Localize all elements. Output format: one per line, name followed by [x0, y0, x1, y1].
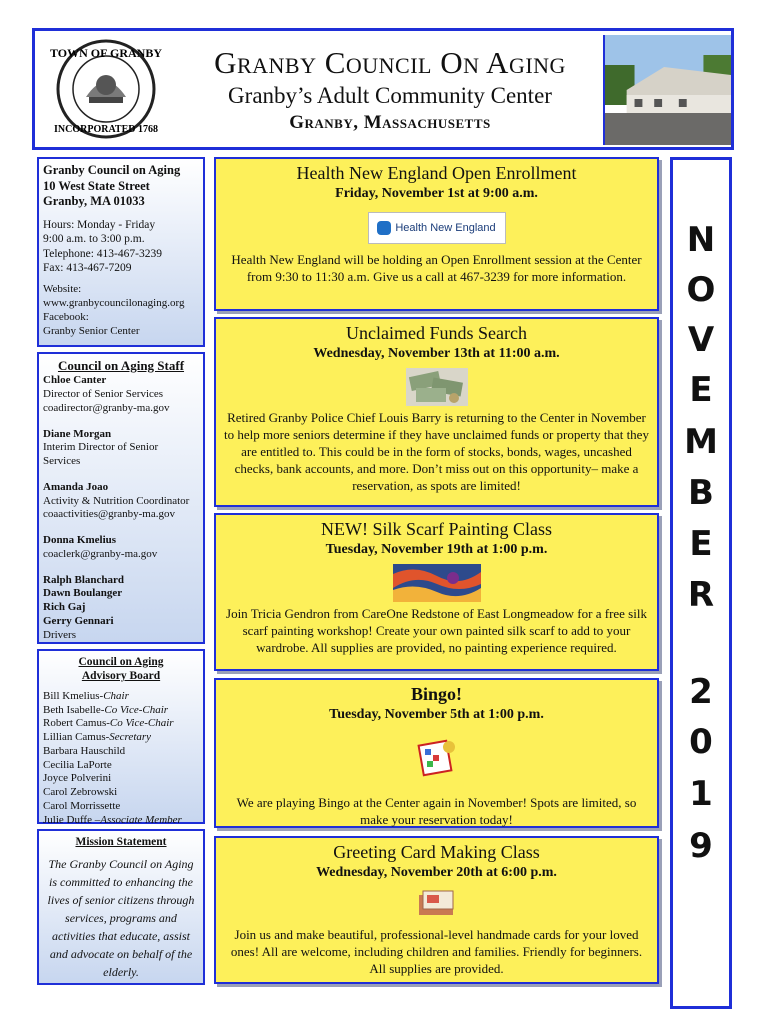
event-silk-scarf — [214, 513, 659, 671]
month-letter: O — [686, 270, 716, 310]
driver-name: Dawn Boulanger — [43, 587, 123, 600]
year-digit: 9 — [689, 826, 713, 866]
hours-label: Hours: Monday - Friday — [43, 218, 156, 231]
newsletter-title: Granby Council On Aging — [214, 45, 566, 80]
board-member-list — [43, 690, 199, 828]
staff-role: Interim Director of Senior — [43, 441, 159, 454]
board-member: Lillian Camus-Secretary — [43, 731, 152, 743]
board-heading-2: Advisory Board — [81, 670, 161, 683]
month-letter: E — [689, 370, 713, 410]
event-date: Wednesday, November 20th at 6:00 p.m. — [316, 865, 557, 880]
board-member: Carol Zebrowski — [43, 786, 118, 798]
event-title: NEW! Silk Scarf Painting Class — [321, 519, 552, 539]
mission-panel — [37, 829, 205, 985]
month-letter: R — [687, 575, 715, 615]
year-digit: 0 — [689, 722, 713, 762]
board-member: Robert Camus-Co Vice-Chair — [43, 717, 174, 730]
org-street: 10 West State Street — [43, 178, 150, 193]
mission-heading: Mission Statement — [75, 836, 167, 848]
board-member: Bill Kmelius-Chair — [43, 689, 129, 702]
event-description: Join Tricia Gendron from CareOne Redstone of East Longmeadow for a free silk scarf painting workshop! Create your own painted silk scarf to add to your wardrobe. All supplies are provided, no painting experience required. — [226, 606, 647, 655]
website-label: Website: — [43, 283, 82, 296]
town-seal-logo — [41, 37, 171, 141]
driver-name: Gerry Gennari — [43, 614, 114, 627]
event-title: Health New England Open Enrollment — [296, 163, 577, 183]
staff-email: coaclerk@granby-ma.gov — [43, 547, 158, 560]
newsletter-location: Granby, Massachusetts — [289, 112, 491, 133]
org-name: Granby Council on Aging — [43, 163, 181, 177]
event-date: Friday, November 1st at 9:00 a.m. — [335, 186, 538, 201]
newsletter-subtitle: Granby’s Adult Community Center — [228, 83, 552, 108]
event-title: Bingo! — [410, 684, 462, 704]
contact-panel — [37, 157, 205, 347]
staff-role: Director of Senior Services — [43, 388, 164, 400]
month-letter: M — [684, 422, 718, 462]
board-member: Barbara Hauschild — [43, 744, 126, 757]
hours-time: 9:00 a.m. to 3:00 p.m. — [43, 233, 145, 246]
event-bingo — [214, 678, 659, 828]
month-letter: N — [686, 220, 716, 260]
event-date: Wednesday, November 13th at 11:00 a.m. — [313, 346, 560, 361]
website-link[interactable]: www.granbycouncilonaging.org — [43, 297, 185, 310]
board-member: Julie Duffe –Associate Member — [43, 813, 182, 826]
event-description: Join us and make beautiful, professional-level handmade cards for your loved ones! All are welcome, including children and families. Friendly for beginners. All supplies are provided. — [230, 927, 643, 976]
board-member: Beth Isabelle-Co Vice-Chair — [43, 703, 169, 716]
staff-name: Chloe Canter — [43, 374, 107, 387]
facebook-label: Facebook: — [43, 310, 89, 323]
staff-name: Amanda Joao — [43, 480, 109, 493]
year-digit: 2 — [689, 672, 713, 712]
event-title: Unclaimed Funds Search — [346, 323, 527, 343]
event-description: Retired Granby Police Chief Louis Barry is returning to the Center in November to help more seniors determine if they have unclaimed funds or property that they are entitled to. This could be in the form of stocks, bonds, wages, uncashed checks, bank accounts, and more. Don’t miss out on this opportunity– make a reservation, as spots are limited! — [224, 410, 649, 493]
month-year-column — [670, 157, 732, 1009]
health-new-england-logo — [368, 212, 506, 244]
month-letter: V — [687, 320, 715, 360]
event-description: We are playing Bingo at the Center again in November! Spots are limited, so make your reservation today! — [236, 795, 637, 827]
org-city: Granby, MA 01033 — [43, 194, 145, 209]
board-member: Cecilia LaPorte — [43, 758, 112, 771]
bingo-card-icon — [417, 737, 457, 777]
drivers-label: Drivers — [43, 628, 76, 641]
header-title-block — [175, 31, 605, 147]
staff-email: coaactivities@granby-ma.gov — [43, 508, 175, 521]
silk-scarf-image — [393, 564, 481, 602]
advisory-board-panel — [37, 649, 205, 824]
money-image — [406, 368, 468, 406]
facebook-link[interactable]: Granby Senior Center — [43, 324, 140, 337]
event-health-new-england — [214, 157, 659, 311]
telephone: Telephone: 413-467-3239 — [43, 247, 162, 260]
event-unclaimed-funds — [214, 317, 659, 507]
mission-text: The Granby Council on Aging is committed to enhancing the lives of senior citizens through services, programs and activities that educate, assist and advocate on behalf of the elderly. — [47, 857, 195, 980]
board-member: Carol Morrissette — [43, 799, 121, 812]
staff-panel — [37, 352, 205, 644]
event-date: Tuesday, November 19th at 1:00 p.m. — [325, 542, 548, 557]
event-date: Tuesday, November 5th at 1:00 p.m. — [329, 707, 544, 722]
hne-mark-icon — [377, 221, 391, 235]
month-letter: E — [689, 524, 713, 564]
driver-name: Rich Gaj — [43, 601, 86, 613]
staff-name: Donna Kmelius — [43, 534, 117, 546]
driver-name: Ralph Blanchard — [43, 573, 124, 586]
newsletter-header — [32, 28, 734, 150]
board-member: Joyce Polverini — [43, 772, 112, 785]
fax: Fax: 413-467-7209 — [43, 262, 132, 274]
event-description: Health New England will be holding an Open Enrollment session at the Center from 9:30 to 11:30 a.m. Give us a call at 467-3239 for more information. — [231, 252, 642, 284]
staff-email: coadirector@granby-ma.gov — [43, 401, 170, 414]
month-letter: B — [688, 473, 714, 513]
greeting-card-image — [417, 889, 457, 917]
board-heading-1: Council on Aging — [78, 656, 164, 668]
staff-role: Activity & Nutrition Coordinator — [43, 494, 190, 507]
event-greeting-card — [214, 836, 659, 984]
svg-text:TOWN OF GRANBY: TOWN OF GRANBY — [49, 46, 163, 60]
center-building-photo — [603, 35, 731, 145]
event-title: Greeting Card Making Class — [333, 842, 540, 862]
year-digit: 1 — [689, 774, 713, 814]
staff-name: Diane Morgan — [43, 427, 112, 440]
logo-text: Health New England — [395, 222, 496, 234]
staff-heading: Council on Aging Staff — [57, 358, 185, 373]
svg-text:INCORPORATED 1768: INCORPORATED 1768 — [54, 124, 158, 135]
staff-role-cont: Services — [43, 455, 81, 467]
